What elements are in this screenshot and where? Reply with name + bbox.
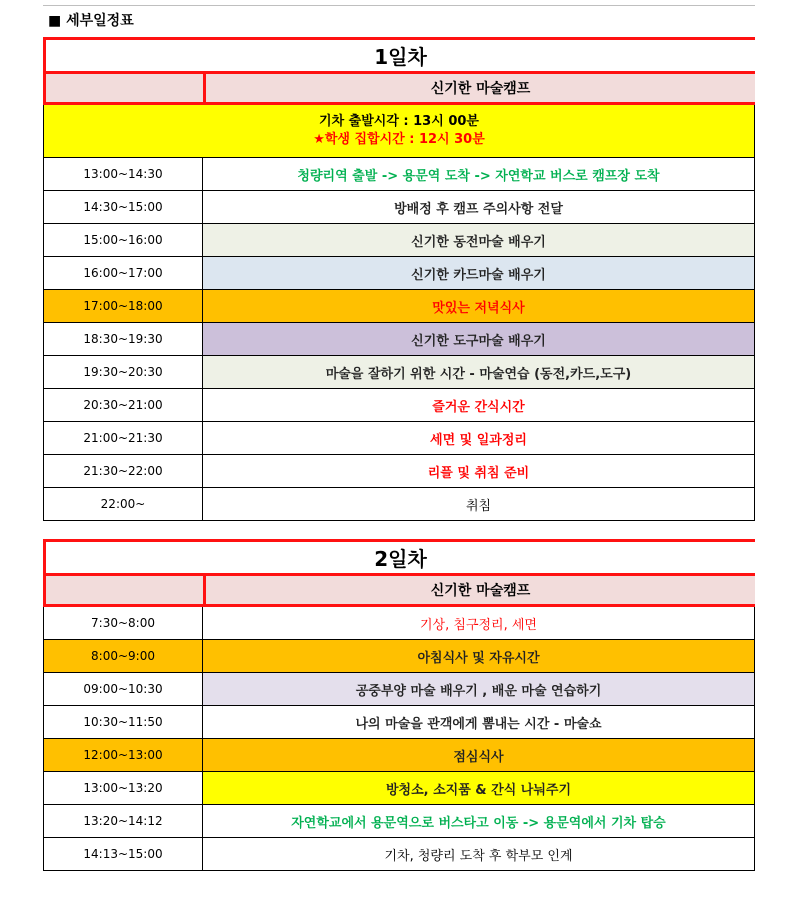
- day2-camp-row: [43, 573, 755, 607]
- table-row: [43, 772, 755, 805]
- activity-cell: 신기한 카드마술 배우기: [203, 257, 754, 289]
- time-cell: 12:00~13:00: [44, 739, 203, 771]
- time-cell: 7:30~8:00: [44, 607, 203, 639]
- time-cell: 16:00~17:00: [44, 257, 203, 289]
- activity-cell: 세면 및 일과정리: [430, 432, 527, 448]
- day2-schedule-table: [43, 539, 755, 871]
- table-row: [43, 191, 755, 224]
- activity-cell: 리플 및 취침 준비: [427, 465, 530, 481]
- activity-cell: 신기한 도구마술 배우기: [203, 323, 754, 355]
- gathering-time-text: ★학생 집합시간 : 12시 30분: [313, 132, 485, 147]
- time-cell: 17:00~18:00: [44, 290, 203, 322]
- activity-cell: 기차, 청량리 도착 후 학부모 인계: [384, 848, 573, 864]
- table-row: [43, 290, 755, 323]
- time-cell: 14:13~15:00: [44, 838, 203, 870]
- time-cell: 09:00~10:30: [44, 673, 203, 705]
- time-cell: 8:00~9:00: [44, 640, 203, 672]
- time-cell: 13:20~14:12: [44, 805, 203, 837]
- day2-camp-blank-cell: [46, 576, 206, 604]
- activity-cell: 자연학교에서 용문역으로 버스타고 이동 -> 용문역에서 기차 탑승: [291, 815, 666, 831]
- table-row: [43, 488, 755, 521]
- table-row: [43, 389, 755, 422]
- page-title: ■ 세부일정표: [48, 13, 134, 29]
- table-row: [43, 323, 755, 356]
- departure-time-text: 기차 출발시각 : 13시 00분: [319, 114, 479, 129]
- day1-title: 1일차: [43, 37, 755, 71]
- day1-rows: [43, 158, 755, 521]
- top-rule: [43, 5, 755, 6]
- table-row: [43, 257, 755, 290]
- time-cell: 13:00~13:20: [44, 772, 203, 804]
- activity-cell: 마술을 잘하기 위한 시간 - 마술연습 (동전,카드,도구): [203, 356, 754, 388]
- table-row: [43, 356, 755, 389]
- day1-departure-info: [43, 105, 755, 158]
- activity-cell: 신기한 동전마술 배우기: [203, 224, 754, 256]
- table-row: [43, 805, 755, 838]
- table-row: [43, 422, 755, 455]
- table-row: [43, 640, 755, 673]
- table-row: [43, 607, 755, 640]
- activity-cell: 즐거운 간식시간: [432, 399, 525, 415]
- time-cell: 15:00~16:00: [44, 224, 203, 256]
- time-cell: 21:00~21:30: [44, 422, 203, 454]
- table-row: [43, 838, 755, 871]
- day1-schedule-table: [43, 37, 755, 521]
- activity-cell: 아침식사 및 자유시간: [203, 640, 754, 672]
- day1-camp-title: 신기한 마술캠프: [430, 81, 531, 97]
- table-row: [43, 673, 755, 706]
- activity-cell: 공중부양 마술 배우기 , 배운 마술 연습하기: [203, 673, 754, 705]
- activity-cell: 나의 마술을 관객에게 뽐내는 시간 - 마술쇼: [355, 716, 602, 732]
- time-cell: 21:30~22:00: [44, 455, 203, 487]
- time-cell: 10:30~11:50: [44, 706, 203, 738]
- activity-cell: 방배정 후 캠프 주의사항 전달: [394, 201, 563, 217]
- table-row: [43, 739, 755, 772]
- time-cell: 14:30~15:00: [44, 191, 203, 223]
- time-cell: 13:00~14:30: [44, 158, 203, 190]
- table-row: [43, 455, 755, 488]
- activity-cell: 맛있는 저녁식사: [203, 290, 754, 322]
- day2-title: 2일차: [43, 539, 755, 573]
- activity-cell: 방청소, 소지품 & 간식 나눠주기: [203, 772, 754, 804]
- activity-cell: 기상, 침구정리, 세면: [420, 617, 537, 633]
- activity-cell: 점심식사: [203, 739, 754, 771]
- table-row: [43, 158, 755, 191]
- day2-camp-title: 신기한 마술캠프: [430, 583, 531, 599]
- time-cell: 18:30~19:30: [44, 323, 203, 355]
- day1-camp-blank-cell: [46, 74, 206, 102]
- activity-cell: 취침: [465, 498, 492, 514]
- time-cell: 19:30~20:30: [44, 356, 203, 388]
- day1-camp-row: [43, 71, 755, 105]
- table-row: [43, 706, 755, 739]
- table-row: [43, 224, 755, 257]
- time-cell: 20:30~21:00: [44, 389, 203, 421]
- activity-cell: 청량리역 출발 -> 용문역 도착 -> 자연학교 버스로 캠프장 도착: [297, 168, 660, 184]
- time-cell: 22:00~: [44, 488, 203, 520]
- day2-rows: [43, 607, 755, 871]
